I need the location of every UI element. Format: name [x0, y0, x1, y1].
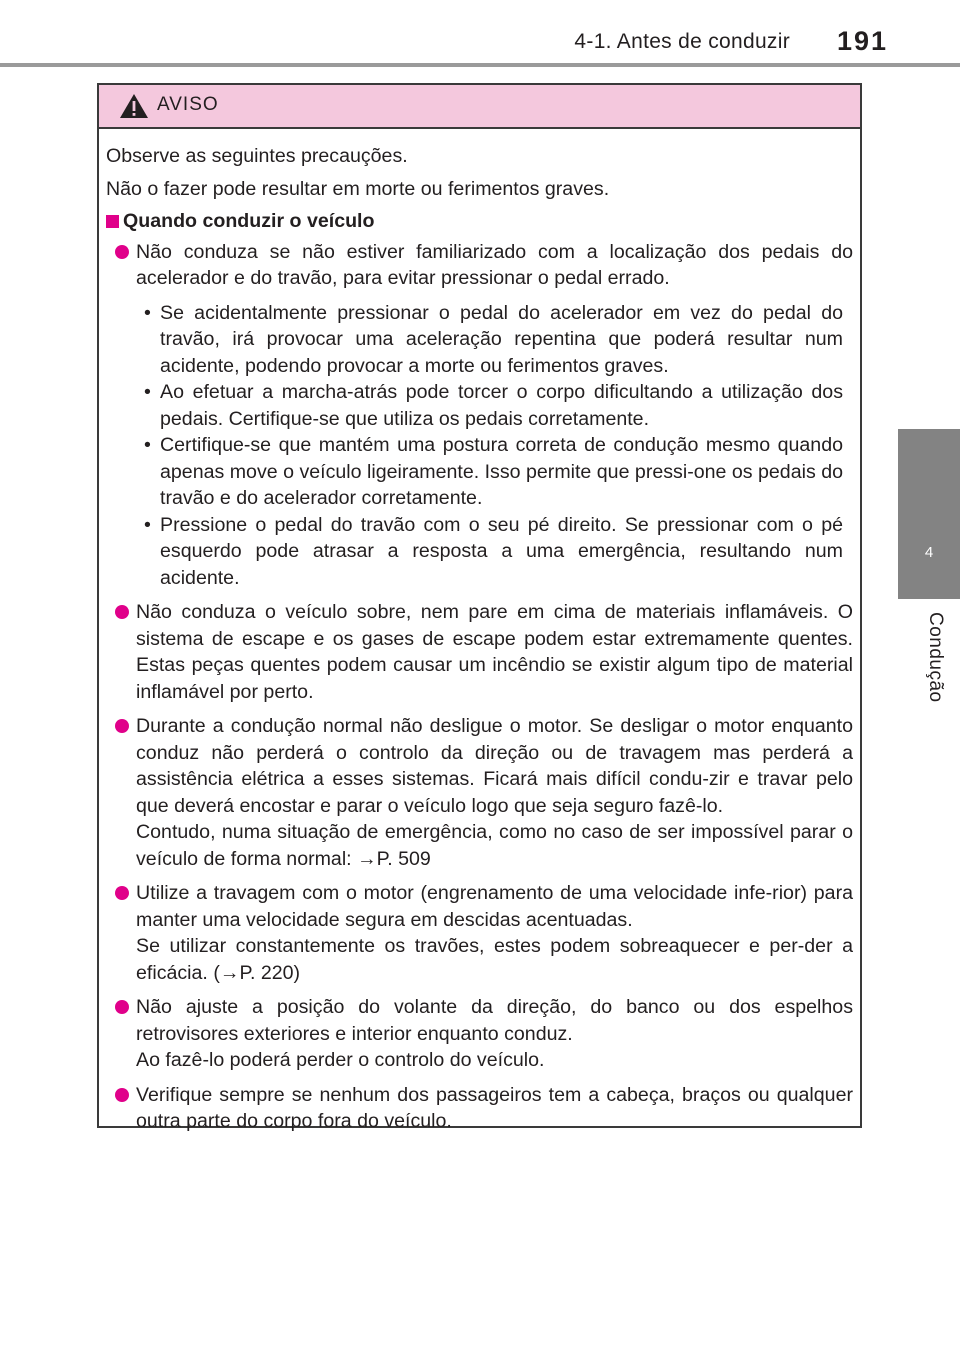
sub-list-item: [136, 512, 853, 592]
list-item-text: Durante a condução normal não desligue o motor. Se desligar o motor enquanto conduz não perderá o controlo da direção ou de travagem mas perderá a assistência elétrica a esses sistemas. Ficará mais difícil condu-zir e travar pelo que deverá encostar e parar o veículo logo que seja seguro fazê-lo.: [136, 715, 853, 817]
list-item-note: Ao fazê-lo poderá perder o controlo do veículo.: [136, 1049, 545, 1071]
list-item-text: Utilize a travagem com o motor (engrenamento de uma velocidade infe-rior) para manter uma velocidade segura em descidas acentuadas.: [136, 882, 853, 931]
list-item-text: Não conduza o veículo sobre, nem pare em cima de materiais inflamáveis. O sistema de escape e os gases de escape podem estar extremamente quentes. Estas peças quentes podem causar um incêndio se existir algum tipo de material inflamável por perto.: [136, 601, 853, 703]
sub-list-item: [136, 300, 853, 380]
header-divider: [0, 63, 960, 67]
list-item-text: Não ajuste a posição do volante da direção, do banco ou dos espelhos retrovisores exteriores e interior enquanto conduz.: [136, 996, 853, 1045]
list-item: [106, 713, 853, 872]
dot-icon: •: [144, 301, 151, 324]
dot-icon: •: [144, 381, 151, 403]
section-heading-text: Quando conduzir o veículo: [123, 210, 375, 232]
list-item: [106, 880, 853, 986]
chapter-number: 4: [924, 544, 934, 561]
sub-list-item-text: Certifique-se que mantém uma postura correta de condução mesmo quando apenas move o veículo ligeiramente. Isso permite que pressi-one os pedais do travão e do acelerador corretamente.: [160, 434, 843, 509]
list-item: [106, 994, 853, 1074]
warning-header: [99, 85, 860, 129]
sub-list-item: [136, 432, 853, 512]
list-item-text: Não conduza se não estiver familiarizado com a localização dos pedais do acelerador e do travão, para evitar pressionar o pedal errado.: [136, 240, 853, 289]
chapter-tab[interactable]: [898, 429, 960, 599]
sub-list-item: [136, 379, 853, 432]
section-heading: [106, 208, 853, 235]
intro-line: Observe as seguintes precauções.: [106, 145, 408, 167]
sub-list-item-text: Ao efetuar a marcha-atrás pode torcer o corpo dificultando a utilização dos pedais. Certifique-se que utiliza os pedais corretamente.: [160, 381, 843, 430]
circle-bullet-icon: [115, 245, 129, 259]
sub-list-item-text: Se acidentalmente pressionar o pedal do acelerador em vez do pedal do travão, irá provocar uma aceleração repentina que poderá resultar num acidente, podendo provocar a morte ou ferimentos graves.: [160, 301, 843, 377]
dot-icon: •: [144, 513, 151, 536]
circle-bullet-icon: [115, 1000, 129, 1014]
intro-line: Não o fazer pode resultar em morte ou ferimentos graves.: [106, 177, 610, 200]
warning-label: AVISO: [157, 94, 219, 115]
section-header-title: 4-1. Antes de conduzir: [574, 30, 790, 53]
circle-bullet-icon: [115, 886, 129, 900]
list-item: [106, 1082, 853, 1135]
list-item-note: Contudo, numa situação de emergência, como no caso de ser impossível parar o veículo de forma normal: →P. 509: [136, 821, 853, 870]
chapter-label: Condução: [925, 612, 946, 703]
warning-triangle-icon: [119, 93, 149, 119]
dot-icon: •: [144, 434, 151, 456]
list-item: [106, 599, 853, 705]
circle-bullet-icon: [115, 719, 129, 733]
list-item: [106, 239, 853, 592]
square-bullet-icon: [106, 215, 119, 228]
warning-box: [97, 83, 862, 1132]
circle-bullet-icon: [115, 1088, 129, 1102]
page-number: 191: [836, 26, 888, 56]
warning-content: [106, 143, 853, 1143]
list-item-note: Se utilizar constantemente os travões, estes podem sobreaquecer e per-der a eficácia. (→P. 220): [136, 935, 853, 984]
list-item-text: Verifique sempre se nenhum dos passageiros tem a cabeça, braços ou qualquer outra parte do corpo fora do veículo.: [136, 1083, 853, 1132]
circle-bullet-icon: [115, 605, 129, 619]
sub-list: [136, 300, 853, 592]
sub-list-item-text: Pressione o pedal do travão com o seu pé direito. Se pressionar com o pé esquerdo pode atrasar a resposta a uma emergência, resultando num acidente.: [160, 513, 843, 589]
